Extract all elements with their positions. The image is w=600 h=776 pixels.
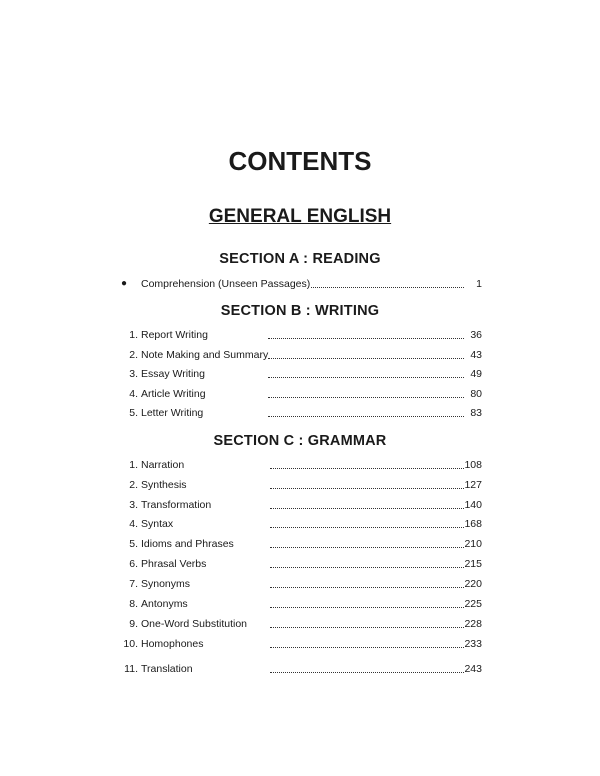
- entry-title: Synthesis: [141, 479, 187, 491]
- entry-title: Transformation: [141, 499, 212, 511]
- toc-entry[interactable]: [120, 516, 482, 532]
- entry-number: 5.: [129, 538, 138, 550]
- entry-page-number: 233: [464, 638, 482, 650]
- toc-entry[interactable]: [120, 457, 482, 473]
- entry-title: Syntax: [141, 518, 174, 530]
- toc-entry[interactable]: [120, 596, 482, 612]
- toc-entry[interactable]: [120, 386, 482, 402]
- entry-page-number: 225: [464, 598, 482, 610]
- entry-number: 1.: [129, 329, 138, 341]
- toc-entry[interactable]: [120, 616, 482, 632]
- page-subtitle: GENERAL ENGLISH: [208, 206, 392, 227]
- entry-page-number: 83: [470, 407, 482, 419]
- dot-leader: [270, 508, 464, 509]
- dot-leader: [270, 672, 464, 673]
- entry-title: Synonyms: [141, 578, 191, 590]
- section-b-heading: SECTION B : WRITING: [220, 303, 380, 319]
- entry-page-number: 49: [470, 368, 482, 380]
- bullet-icon: ●: [121, 278, 128, 289]
- entry-page-number: 1: [476, 278, 482, 290]
- dot-leader: [268, 338, 464, 339]
- toc-entry[interactable]: [120, 536, 482, 552]
- toc-entry[interactable]: [120, 477, 482, 493]
- entry-number: 7.: [129, 578, 138, 590]
- entry-title: Article Writing: [141, 388, 206, 400]
- entry-page-number: 220: [464, 578, 482, 590]
- toc-entry[interactable]: [120, 556, 482, 572]
- entry-page-number: 43: [470, 349, 482, 361]
- entry-number: 3.: [129, 499, 138, 511]
- entry-number: 4.: [129, 518, 138, 530]
- toc-entry[interactable]: [120, 366, 482, 382]
- dot-leader: [270, 587, 464, 588]
- dot-leader: [268, 377, 464, 378]
- entry-number: 2.: [129, 479, 138, 491]
- entry-number: 2.: [129, 349, 138, 361]
- page-title: CONTENTS: [228, 146, 372, 176]
- entry-page-number: 215: [464, 558, 482, 570]
- dot-leader: [270, 527, 464, 528]
- entry-title: One-Word Substitution: [141, 618, 248, 630]
- entry-number: 1.: [129, 459, 138, 471]
- entry-page-number: 168: [464, 518, 482, 530]
- entry-title: Note Making and Summary: [141, 349, 269, 361]
- toc-entry[interactable]: [120, 661, 482, 677]
- entry-page-number: 210: [464, 538, 482, 550]
- entry-title: Antonyms: [141, 598, 188, 610]
- entry-title: Comprehension (Unseen Passages): [141, 278, 311, 290]
- entry-title: Narration: [141, 459, 185, 471]
- entry-number: 9.: [129, 618, 138, 630]
- entry-title: Phrasal Verbs: [141, 558, 207, 570]
- toc-entry[interactable]: [120, 405, 482, 421]
- toc-entry[interactable]: [120, 636, 482, 652]
- dot-leader: [268, 397, 464, 398]
- entry-page-number: 108: [464, 459, 482, 471]
- toc-entry[interactable]: [120, 276, 482, 292]
- entry-page-number: 243: [464, 663, 482, 675]
- entry-page-number: 36: [470, 329, 482, 341]
- dot-leader: [270, 547, 464, 548]
- entry-number: 6.: [129, 558, 138, 570]
- entry-page-number: 228: [464, 618, 482, 630]
- entry-number: 4.: [129, 388, 138, 400]
- dot-leader: [270, 567, 464, 568]
- dot-leader: [270, 488, 464, 489]
- entry-page-number: 80: [470, 388, 482, 400]
- section-a-heading: SECTION A : READING: [219, 251, 381, 267]
- entry-number: 8.: [129, 598, 138, 610]
- entry-title: Report Writing: [141, 329, 208, 341]
- entry-number: 10.: [123, 638, 138, 650]
- entry-page-number: 140: [464, 499, 482, 511]
- dot-leader: [268, 358, 464, 359]
- toc-entry[interactable]: [120, 327, 482, 343]
- dot-leader: [270, 468, 464, 469]
- entry-page-number: 127: [464, 479, 482, 491]
- toc-entry[interactable]: [120, 497, 482, 513]
- dot-leader: [306, 287, 464, 288]
- entry-title: Letter Writing: [141, 407, 204, 419]
- toc-entry[interactable]: [120, 347, 482, 363]
- entry-title: Essay Writing: [141, 368, 205, 380]
- section-c-heading: SECTION C : GRAMMAR: [213, 433, 387, 449]
- toc-entry[interactable]: [120, 576, 482, 592]
- entry-number: 5.: [129, 407, 138, 419]
- entry-number: 3.: [129, 368, 138, 380]
- dot-leader: [270, 647, 464, 648]
- entry-title: Homophones: [141, 638, 204, 650]
- dot-leader: [270, 607, 464, 608]
- entry-number: 11.: [124, 663, 138, 675]
- entry-title: Idioms and Phrases: [141, 538, 234, 550]
- entry-title: Translation: [141, 663, 193, 675]
- dot-leader: [268, 416, 464, 417]
- dot-leader: [270, 627, 464, 628]
